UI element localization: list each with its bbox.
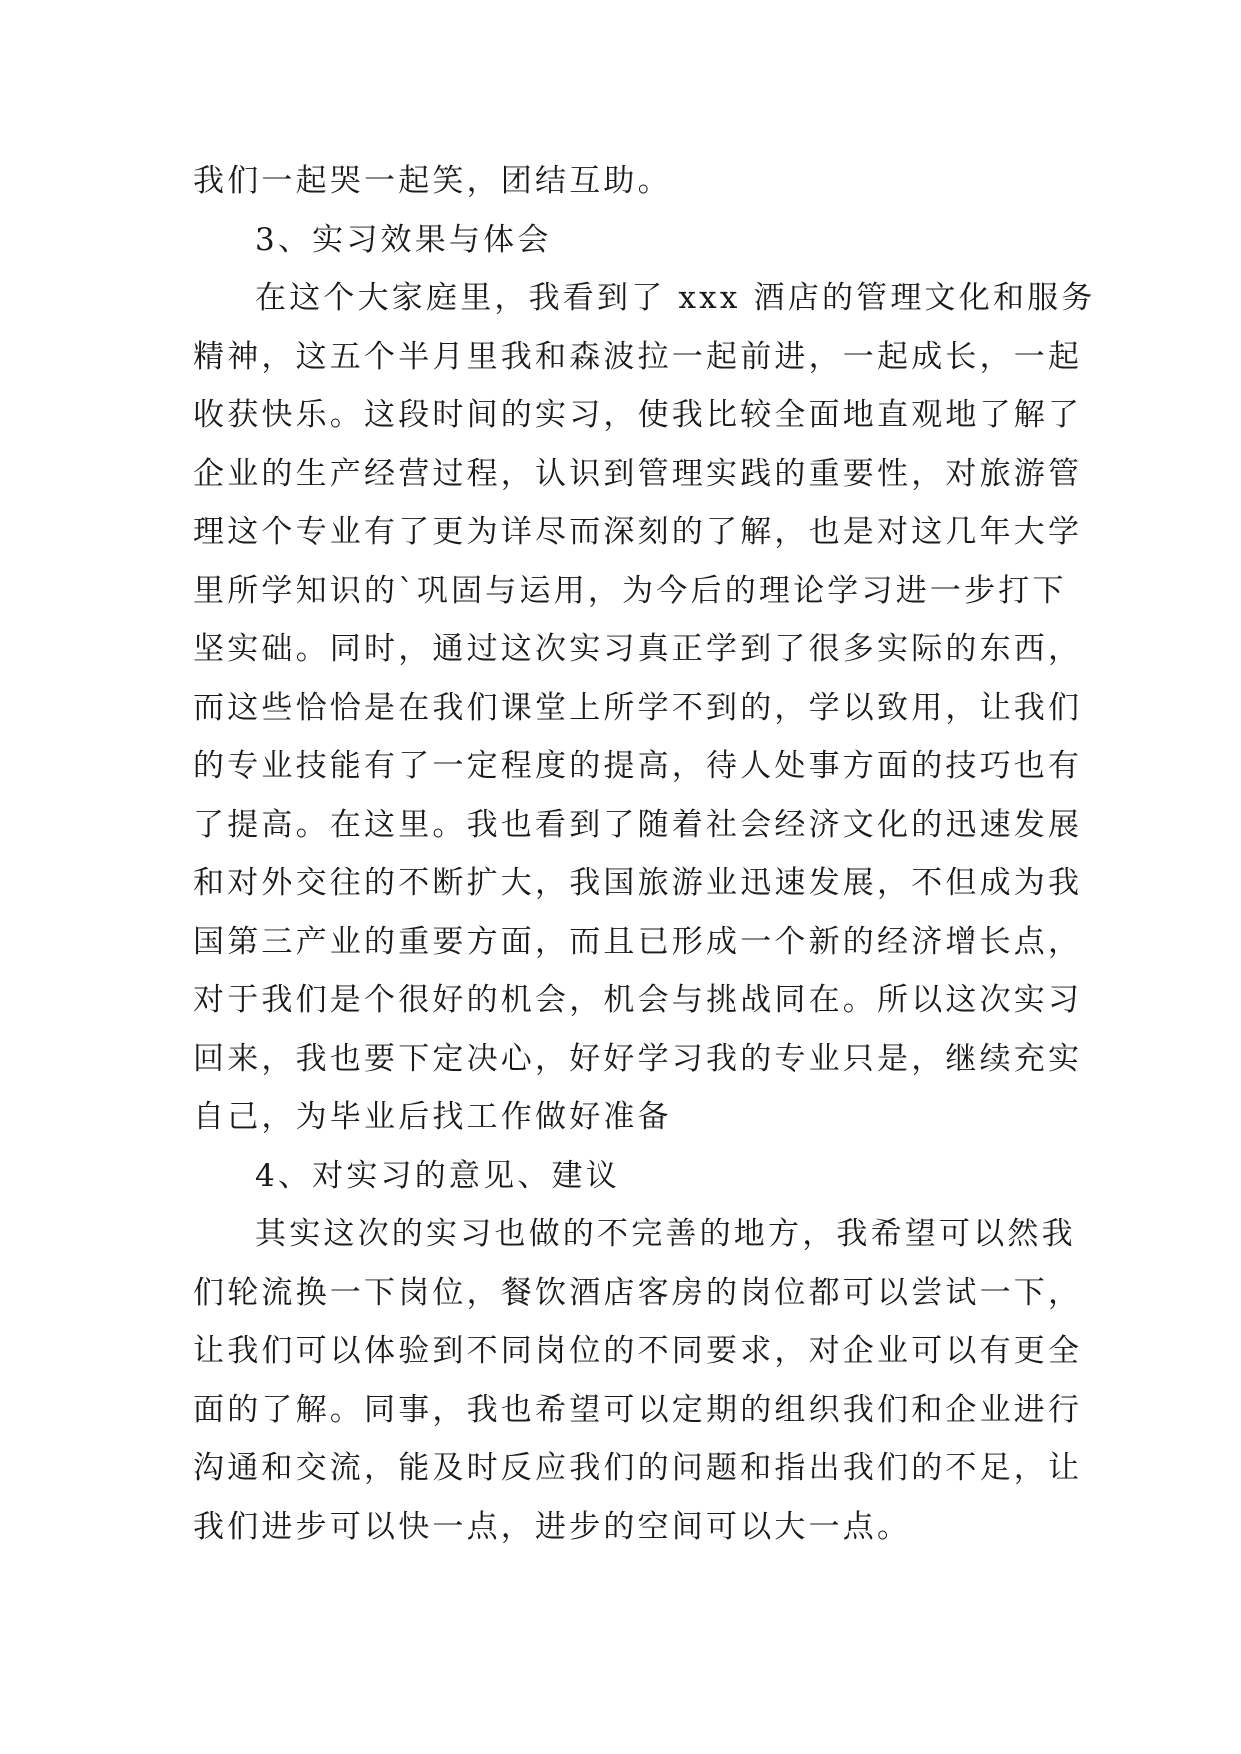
paragraph-first-line: 在这个大家庭里，我看到了 xxx 酒店的管理文化和服务 [255,280,1096,316]
text-line: 沟通和交流，能及时反应我们的问题和指出我们的不足，让 [193,1450,1083,1486]
text-line: 里所学知识的`巩固与运用，为今后的理论学习进一步打下 [193,572,1067,609]
text-line: 们轮流换一下岗位，餐饮酒店客房的岗位都可以尝试一下， [193,1274,1083,1311]
text-line: 了提高。在这里。我也看到了随着社会经济文化的迅速发展 [193,806,1083,843]
text-line: 企业的生产经营过程，认识到管理实践的重要性，对旅游管 [193,455,1083,492]
paragraph-first-line: 其实这次的实习也做的不完善的地方，我希望可以然我 [255,1216,1076,1252]
text-line: 回来，我也要下定决心，好好学习我的专业只是，继续充实 [193,1040,1083,1077]
text-line: 理这个专业有了更为详尽而深刻的了解，也是对这几年大学 [193,514,1083,550]
text-line: 对于我们是个很好的机会，机会与挑战同在。所以这次实习 [193,982,1083,1018]
text-line: 我们一起哭一起笑，团结互助。 [193,163,672,199]
text-line: 让我们可以体验到不同岗位的不同要求，对企业可以有更全 [193,1333,1083,1369]
text-line: 收获快乐。这段时间的实习，使我比较全面地直观地了解了 [193,397,1083,433]
body-text [193,152,1096,1556]
text-line: 的专业技能有了一定程度的提高，待人处事方面的技巧也有 [193,748,1083,784]
text-line: 坚实础。同时，通过这次实习真正学到了很多实际的东西， [193,631,1083,667]
text-line: 面的了解。同事，我也希望可以定期的组织我们和企业进行 [193,1391,1083,1428]
text-line: 和对外交往的不断扩大，我国旅游业迅速发展，不但成为我 [193,865,1083,901]
section-heading: 4、对实习的意见、建议 [255,1157,620,1194]
section-heading: 3、实习效果与体会 [255,221,552,258]
text-line: 国第三产业的重要方面，而且已形成一个新的经济增长点， [193,923,1083,960]
text-line: 自己，为毕业后找工作做好准备 [193,1099,672,1135]
text-line: 而这些恰恰是在我们课堂上所学不到的，学以致用，让我们 [193,689,1083,726]
text-line: 精神，这五个半月里我和森波拉一起前进，一起成长，一起 [193,338,1083,375]
text-line: 我们进步可以快一点，进步的空间可以大一点。 [193,1508,912,1545]
